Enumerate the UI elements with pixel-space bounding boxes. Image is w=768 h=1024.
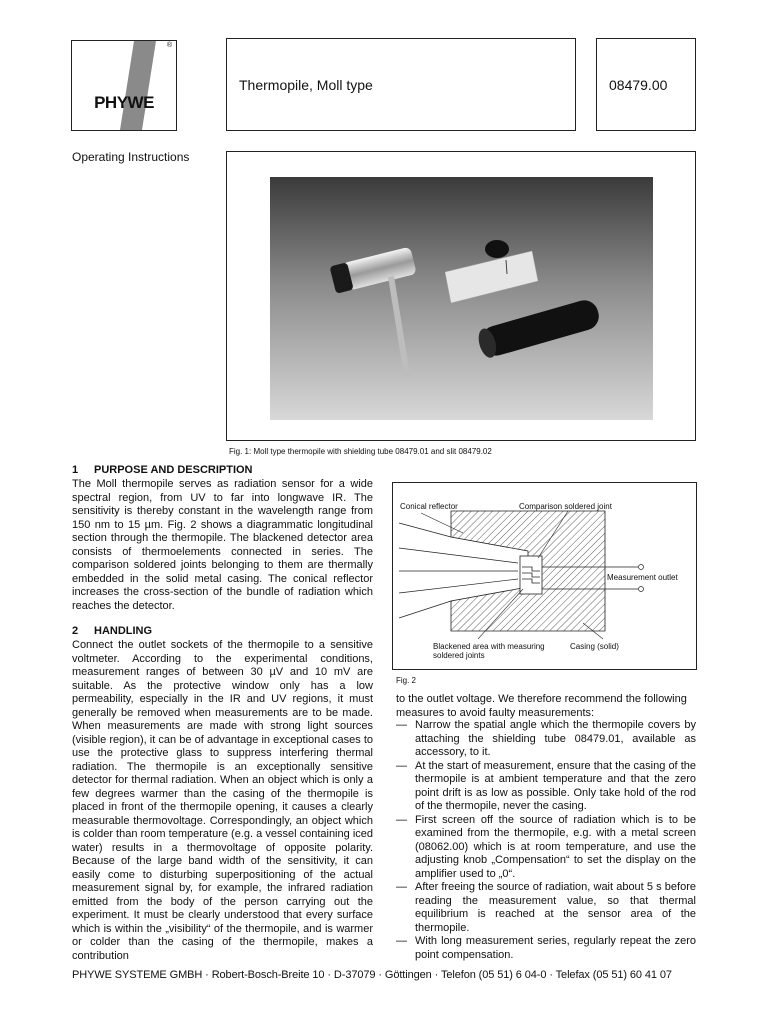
detector-block xyxy=(520,556,542,594)
label-comparison-joint: Comparison soldered joint xyxy=(519,502,612,511)
figure1-caption: Fig. 1: Moll type thermopile with shielding tube 08479.01 and slit 08479.02 xyxy=(229,447,492,456)
section2-heading xyxy=(72,625,152,637)
footer-address: PHYWE SYSTEME GMBH · Robert-Bosch-Breite 10 · D-37079 · Göttingen · Telefon (05 51) 6 04-0 · Telefax (05 51) 60 41 07 xyxy=(72,969,672,981)
order-number: 08479.00 xyxy=(609,77,668,93)
label-conical-reflector: Conical reflector xyxy=(400,502,458,511)
list-item: — At the start of measurement, ensure that the casing of the thermopile is at ambient temperature and that the zero point drift is as low as possible. Only take hold of the rod of the thermopile, never the casing. xyxy=(396,759,696,812)
document-title: Thermopile, Moll type xyxy=(239,77,373,93)
label-measurement-outlet: Measurement outlet xyxy=(607,573,678,582)
list-item: — After freeing the source of radiation, wait about 5 s before reading the measurement value, so that thermal equilibrium is reached at the sensor area of the thermopile. xyxy=(396,881,696,934)
label-casing: Casing (solid) xyxy=(570,642,619,651)
list-item: — With long measurement series, regularly repeat the zero point compensation. xyxy=(396,935,696,961)
section1-heading xyxy=(72,464,253,476)
section1-number: 1 xyxy=(72,464,79,476)
figure2-caption: Fig. 2 xyxy=(396,676,417,685)
list-item: — First screen off the source of radiation which is to be examined from the thermopile, e.g. with a metal screen (08062.00) which is at room temperature, and use the adjusting knob „Compensation“ to set the display on the amplifier used to „0“. xyxy=(396,813,696,880)
logo-wordmark: PHYWE xyxy=(94,93,154,112)
title-box xyxy=(226,38,576,131)
section1-text: The Moll thermopile serves as radiation sensor for a wide spectral region, from UV to far into longwave IR. The sensitivity is thereby constant in the wavelength range from 150 nm to 15 µm. Fig. 2 shows a diagrammatic longitudinal section through the thermopile. The blackened detector area consists of thermoelements connected in series. The comparison soldered joints belonging to them are thermally embedded in the solid metal casing. The conical reflector increases the cross-section of the bundle of radiation which reaches the detector. xyxy=(72,478,373,612)
registered-mark: ® xyxy=(166,42,172,49)
code-box xyxy=(596,38,696,131)
right-column-intro: to the outlet voltage. We therefore recommend the following measures to avoid faulty measurements: xyxy=(396,693,687,719)
label-blackened-area: Blackened area with measuring soldered joints xyxy=(433,642,545,660)
section1-title: PURPOSE AND DESCRIPTION xyxy=(94,464,253,476)
logo-slash-graphic xyxy=(72,41,176,130)
list-item: — Narrow the spatial angle which the thermopile covers by attaching the shielding tube 08479.01, available as accessory, to it. xyxy=(396,719,696,758)
slit-knob xyxy=(485,240,509,258)
section2-title: HANDLING xyxy=(94,625,153,637)
measures-list xyxy=(396,719,696,962)
figure1-photo xyxy=(270,177,653,420)
section2-number: 2 xyxy=(72,625,79,637)
phywe-logo xyxy=(71,40,177,131)
figure2-diagram xyxy=(392,482,697,670)
operating-instructions-label: Operating Instructions xyxy=(72,150,190,164)
section2-text: Connect the outlet sockets of the thermopile to a sensitive voltmeter. According to the experimental conditions, measurement ranges of between 30 µV and 10 mV are suitable. As the protective window only has a low permeability, especially in the IR and UV regions, it must generally be removed when measurements are to be made. When measurements are made with strong light sources (visible region), it can be of advantage in exceptional cases to use the protective glass to suppress interfering thermal radiation. The thermopile is an exceptionally sensitive detector for thermal radiation. When an object which is only a few degrees warmer than the casing of the thermopile is placed in front of the thermopile opening, it causes a clearly measurable thermovoltage. Correspondingly, an object which is colder than room temperature (e.g. a vessel containing iced water) results in a thermovoltage of opposite polarity. Because of the large band width of the sensitivity, it can easily come to disturbing superpositioning of the actual measurement signal by, for example, the infrared radiation emitted from the body of the person carrying out the experiment. It must be clearly understood that every surface which is within the „visibility“ of the thermopile, and is warmer or colder than the casing of the thermopile, makes a contribution xyxy=(72,639,373,962)
